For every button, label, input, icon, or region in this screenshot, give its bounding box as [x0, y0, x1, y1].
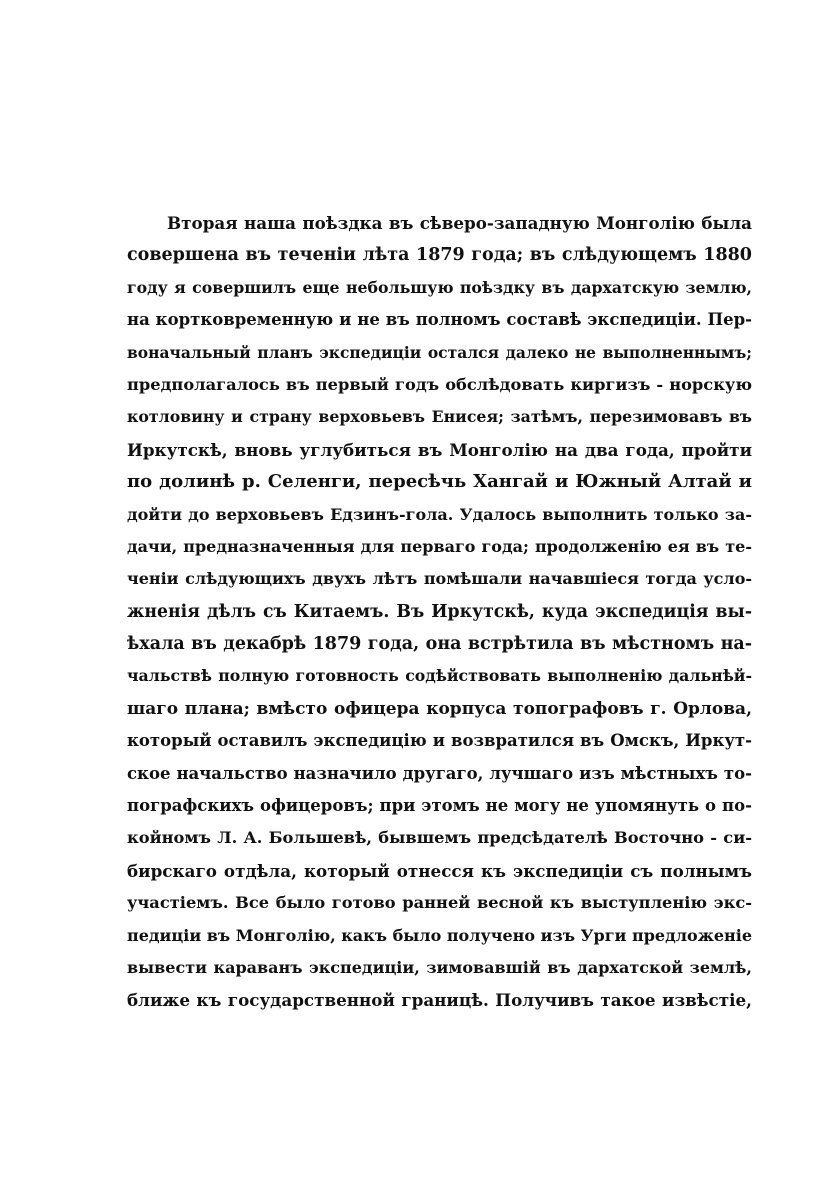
- text-line: жненія дѣлъ съ Китаемъ. Въ Иркутскѣ, куда экспедиція вы-: [127, 601, 752, 622]
- text-line: на кортковременную и не въ полномъ составѣ экспедиціи. Пер-: [127, 310, 752, 330]
- text-line: бирскаго отдѣла, который отнесся къ экспедиціи съ полнымъ: [127, 860, 752, 881]
- text-line: койномъ Л. А. Большевѣ, бывшемъ предсѣдателѣ Восточно - си-: [127, 828, 752, 848]
- text-line: Вторая наша поѣздка въ сѣверо-западную Монголію была: [167, 213, 752, 233]
- body-paragraph: [127, 207, 752, 1017]
- text-line: ское начальство назначило другаго, лучшаго изъ мѣстныхъ то-: [127, 763, 752, 783]
- text-line: Иркутскѣ, вновь углубиться въ Монголію на два года, пройти: [127, 439, 752, 460]
- text-line: дойти до верховьевъ Едзинъ-гола. Удалось выполнить только за-: [127, 504, 752, 524]
- text-line: ближе къ государственной границѣ. Получивъ такое извѣстіе,: [127, 990, 752, 1011]
- text-line: который оставилъ экспедицію и возвратился въ Омскъ, Иркут-: [127, 731, 752, 751]
- text-line: по долинѣ р. Селенги, пересѣчь Хангай и Южный Алтай и: [127, 471, 752, 493]
- text-line: котловину и страну верховьевъ Енисея; затѣмъ, перезимовавъ въ: [127, 407, 752, 427]
- text-line: ченіи слѣдующихъ двухъ лѣтъ помѣшали начавшіеся тогда усло-: [127, 569, 752, 589]
- text-line: воначальный планъ экспедиціи остался далеко не выполненнымъ;: [127, 342, 752, 362]
- text-line: дачи, предназначенныя для перваго года; продолженію ея въ те-: [127, 536, 752, 556]
- text-line: пографскихъ офицеровъ; при этомъ не могу не упомянуть о по-: [127, 796, 752, 816]
- text-line: ѣхала въ декабрѣ 1879 года, она встрѣтила въ мѣстномъ на-: [127, 634, 752, 655]
- text-line: участіемъ. Все было готово ранней весной къ выступленію экс-: [127, 893, 752, 913]
- text-line: совершена въ теченіи лѣта 1879 года; въ слѣдующемъ 1880: [127, 245, 752, 266]
- text-line: педиціи въ Монголію, какъ было получено изъ Урги предложеніе: [127, 925, 752, 945]
- text-line: чальствѣ полную готовность содѣйствовать выполненію дальнѣй-: [127, 666, 752, 686]
- text-line: году я совершилъ еще небольшую поѣздку въ дархатскую землю,: [127, 277, 752, 297]
- text-line: шаго плана; вмѣсто офицера корпуса топографовъ г. Орлова,: [127, 698, 752, 719]
- text-line: предполагалось въ первый годъ обслѣдовать киргизъ - норскую: [127, 374, 752, 394]
- text-line: вывести караванъ экспедиціи, зимовавшій въ дархатской землѣ,: [127, 957, 752, 977]
